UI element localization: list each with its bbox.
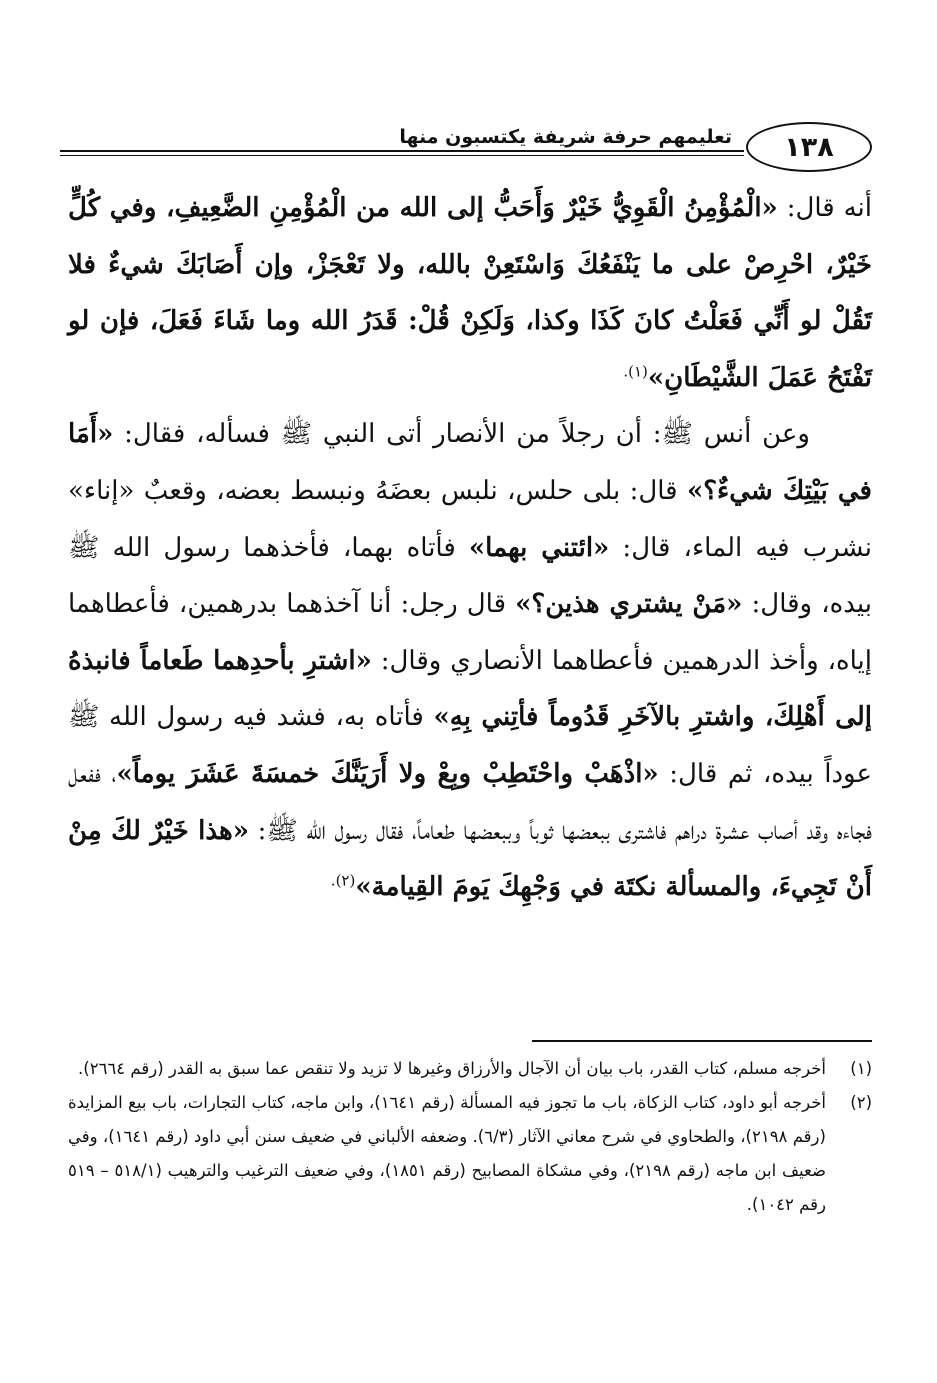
- paragraph: [68, 180, 872, 406]
- footnote-text: أخرجه أبو داود، كتاب الزكاة، باب ما تجوز فيه المسألة (رقم ١٦٤١)، وابن ماجه، كتاب التجارات، باب بيع المزايدة (رقم ٢١٩٨)، والطحاوي في شرح معاني الآثار (٦/٣). وضعفه الألباني في ضعيف سنن أبي داود (رقم ١٦٤١)، وفي ضعيف ابن ماجه (رقم ٢١٩٨)، وفي مشكاة المصابيح (رقم ١٨٥١)، وفي ضعيف الترغيب والترهيب (٥١٨/١ – ٥١٩ رقم ١٠٤٢).: [68, 1093, 826, 1214]
- footnote-separator: [532, 1040, 872, 1042]
- hadith-quote: «مَنْ يشتري هذين؟»: [515, 589, 743, 620]
- body-text: [68, 180, 872, 916]
- narrative-text: فأتاه به، فشد فيه رسول الله ﷺ عوداً بيده، ثم قال:: [68, 702, 873, 789]
- header-rule-thin: [60, 155, 744, 156]
- narrative-text: أنه قال:: [777, 193, 872, 223]
- footnote: [68, 1052, 872, 1086]
- page-number: ١٣٨: [746, 122, 872, 172]
- footnote-number: (٢): [850, 1093, 872, 1112]
- narrative-text: قال رجل: أنا آخذهما بدرهمين، فأعطاهما إياه، وأخذ الدرهمين فأعطاهما الأنصاري وقال:: [68, 589, 873, 676]
- footnote-text: أخرجه مسلم، كتاب القدر، باب بيان أن الآجال والأرزاق وغيرها لا تزيد ولا تنقص عما سبق به القدر (رقم ٢٦٦٤).: [78, 1059, 826, 1078]
- footnote-number: (١): [850, 1059, 872, 1078]
- running-title: تعليمهم حرفة شريفة يكتسبون منها: [399, 126, 732, 148]
- narrative-text: فأتاه بهما، فأخذهما رسول الله ﷺ بيده، وقال:: [68, 532, 872, 620]
- hadith-quote: «هذا خَيْرٌ لكَ مِنْ أَنْ تَجِيءَ، والمسألة نكتَة في وَجْهِكَ يَومَ القِيامة»: [68, 815, 872, 903]
- hadith-quote: «ائتني بهما»: [468, 532, 610, 563]
- footnote: [68, 1086, 872, 1222]
- hadith-quote: «اشترِ بأحدِهما طَعاماً فانبذهُ إلى أَهْلِكَ، واشترِ بالآخَرِ قَدُوماً فأتِني بِهِ»: [68, 645, 872, 733]
- paragraph: [68, 406, 872, 915]
- hadith-quote: «اذْهَبْ واحْتَطِبْ وبِعْ ولا أَرَيَنَّكَ خمسَةَ عَشَرَ يوماً»: [116, 758, 659, 789]
- footnote-ref: (٢).: [330, 871, 356, 890]
- hadith-quote: «الْمُؤْمِنُ الْقَوِيُّ خَيْرٌ وَأَحَبُّ إلى الله من الْمُؤْمِنِ الضَّعِيفِ، وفي كُلٍّ خَيْرٌ، احْرِصْ على ما يَنْفَعُكَ وَاسْتَعِنْ بالله، ولا تَعْجَزْ، وإن أَصَابَكَ شيءٌ فلا تَقُلْ لو أَنِّي فَعَلْتُ كانَ كَذَا وكذا، وَلَكِنْ قُلْ: قَدَرُ الله وما شَاءَ فَعَلَ، فإن لو تَفْتَحُ عَمَلَ الشَّيْطَانِ»: [68, 193, 872, 393]
- narrative-text: ، ففعل فجاءه وقد أصاب عشرة دراهم فاشترى ببعضها ثوباً وببعضها طعاماً، فقال رسول الله ﷺ:: [68, 758, 872, 846]
- footnotes: [68, 1052, 872, 1222]
- footnote-ref: (١).: [623, 362, 648, 381]
- hadith-quote: «أَمَا في بَيْتِكَ شيءٌ؟»: [68, 419, 872, 506]
- narrative-text: وعن أنس ﷺ: أن رجلاً من الأنصار أتى النبي ﷺ فسأله، فقال:: [113, 419, 810, 450]
- narrative-text: قال: بلى حلس، نلبس بعضَهُ ونبسط بعضه، وقعبٌ «إناء» نشرب فيه الماء، قال:: [68, 475, 872, 563]
- header-rule: [60, 150, 744, 152]
- page-header: [60, 118, 872, 178]
